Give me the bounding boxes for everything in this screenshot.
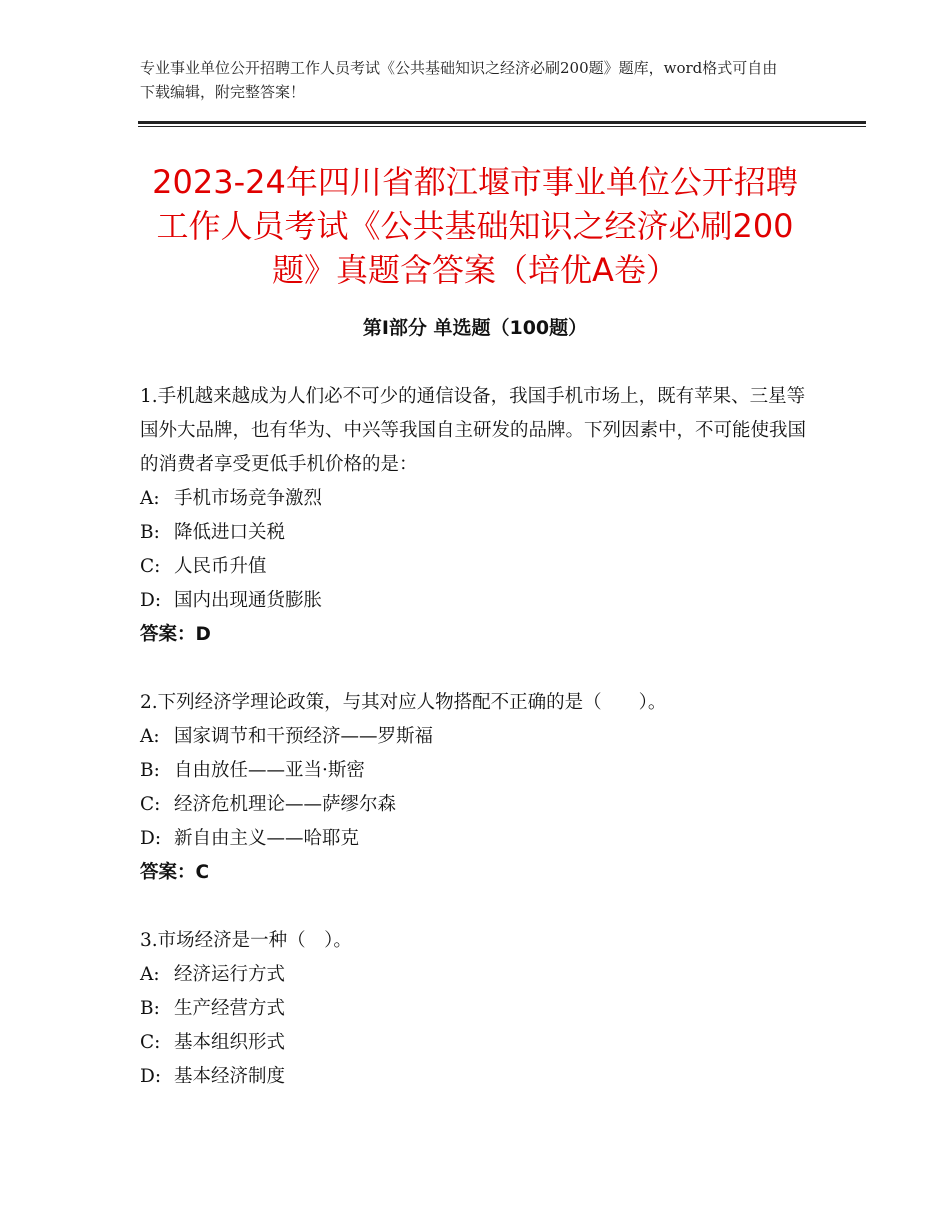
option-b	[140, 516, 820, 550]
option-key: A:	[140, 726, 160, 747]
option-text: 自由放任——亚当·斯密	[174, 760, 365, 781]
option-key: A:	[140, 488, 160, 509]
option-key: C:	[140, 1032, 161, 1053]
answer-line: 答案：D	[140, 624, 211, 645]
option-key: A:	[140, 964, 160, 985]
option-c	[140, 788, 820, 822]
option-a	[140, 482, 820, 516]
question-3	[140, 924, 820, 1094]
option-d	[140, 584, 820, 618]
option-key: D:	[140, 1066, 162, 1087]
option-b	[140, 754, 820, 788]
option-text: 新自由主义——哈耶克	[174, 828, 360, 849]
option-text: 经济危机理论——萨缪尔森	[174, 794, 397, 815]
option-key: C:	[140, 556, 161, 577]
option-text: 降低进口关税	[174, 522, 286, 543]
header-divider-thin	[138, 126, 866, 127]
section-title: 第Ⅰ部分 单选题（100题）	[362, 317, 588, 339]
option-text: 手机市场竞争激烈	[174, 488, 323, 509]
option-key: D:	[140, 828, 162, 849]
document-title: 2023-24年四川省都江堰市事业单位公开招聘工作人员考试《公共基础知识之经济必刷200题》真题含答案（培优A卷）	[152, 163, 798, 289]
option-c	[140, 1026, 820, 1060]
question-stem: 1.手机越来越成为人们必不可少的通信设备，我国手机市场上，既有苹果、三星等国外大品牌，也有华为、中兴等我国自主研发的品牌。下列因素中，不可能使我国的消费者享受更低手机价格的是：	[140, 386, 807, 475]
header-divider-thick	[138, 121, 866, 124]
option-text: 国内出现通货膨胀	[174, 590, 323, 611]
option-d	[140, 1060, 820, 1094]
question-stem: 3.市场经济是一种（ ）。	[140, 930, 352, 951]
header-note: 专业事业单位公开招聘工作人员考试《公共基础知识之经济必刷200题》题库，word格式可自由下载编辑，附完整答案！	[140, 59, 778, 101]
question-list	[140, 380, 820, 1128]
option-a	[140, 958, 820, 992]
option-a	[140, 720, 820, 754]
option-key: B:	[140, 522, 160, 543]
question-2	[140, 686, 820, 890]
option-key: B:	[140, 998, 160, 1019]
option-b	[140, 992, 820, 1026]
question-stem: 2.下列经济学理论政策，与其对应人物搭配不正确的是（ ）。	[140, 692, 667, 713]
question-1	[140, 380, 820, 652]
answer-line: 答案：C	[140, 862, 210, 883]
option-text: 经济运行方式	[174, 964, 286, 985]
option-c	[140, 550, 820, 584]
option-key: C:	[140, 794, 161, 815]
option-text: 基本组织形式	[174, 1032, 286, 1053]
option-d	[140, 822, 820, 856]
option-key: B:	[140, 760, 160, 781]
option-text: 国家调节和干预经济——罗斯福	[174, 726, 434, 747]
option-key: D:	[140, 590, 162, 611]
option-text: 人民币升值	[174, 556, 267, 577]
option-text: 生产经营方式	[174, 998, 286, 1019]
option-text: 基本经济制度	[174, 1066, 286, 1087]
